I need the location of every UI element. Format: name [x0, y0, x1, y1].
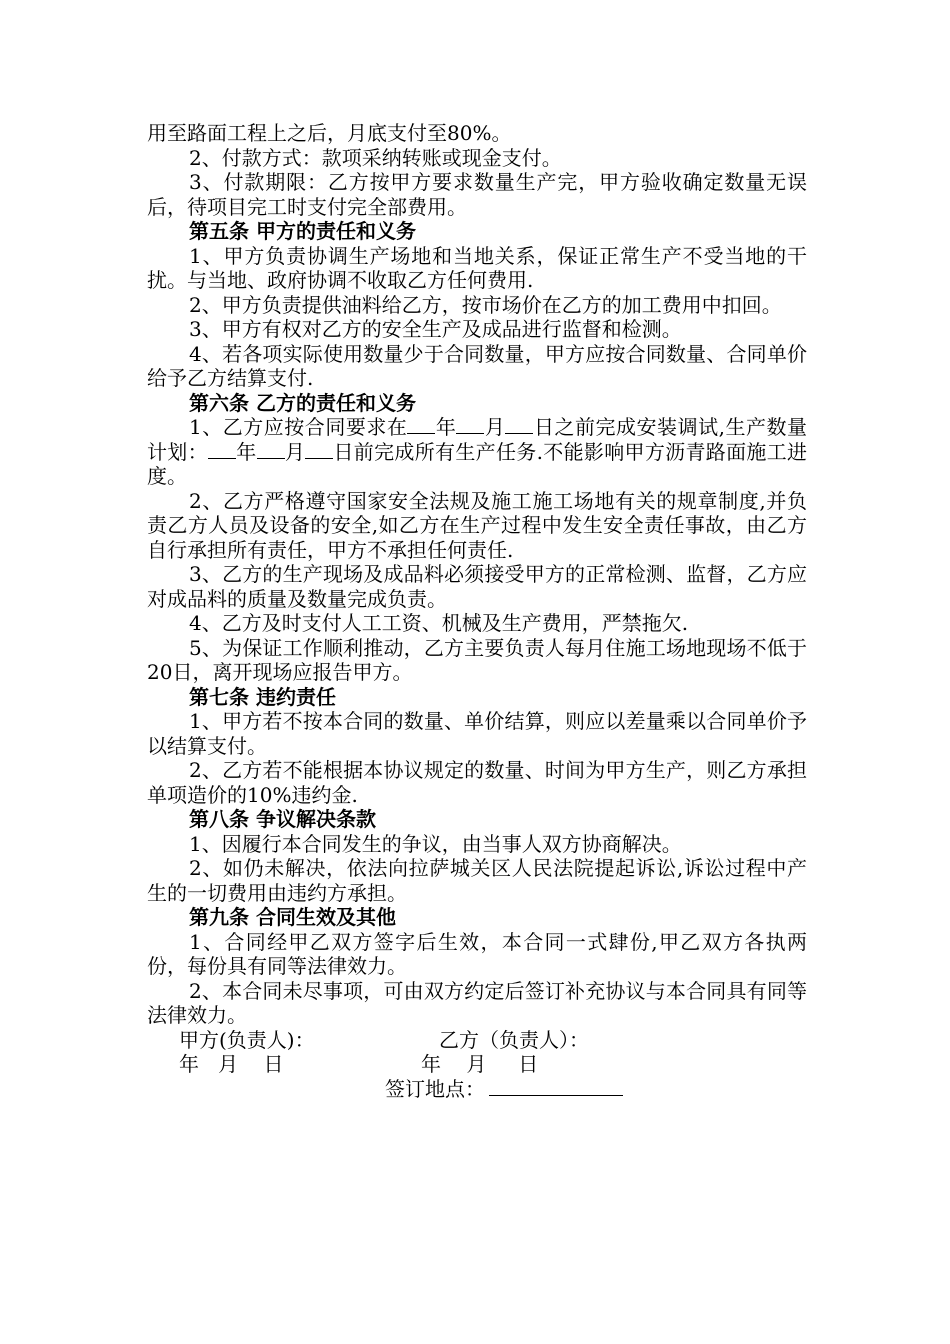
- section-8-heading: 第八条 争议解决条款: [189, 807, 376, 831]
- s8-item2: 2、如仍未解决，依法向拉萨城关区人民法院提起诉讼,诉讼过程中产生的一切费用由违约方承担。: [147, 856, 807, 905]
- signing-place-blank: [489, 1077, 623, 1096]
- section-6-heading: 第六条 乙方的责任和义务: [189, 390, 416, 415]
- contract-page: [147, 121, 807, 1103]
- blank-month-2: [257, 440, 285, 459]
- s6-item4: 4、乙方及时支付人工工资、机械及生产费用，严禁拖欠.: [189, 611, 689, 635]
- s6-item5: 5、为保证工作顺利推动，乙方主要负责人每月住施工场地现场不低于20日，离开现场应报告甲方。: [147, 635, 807, 684]
- s6-item1-text-4: 日之前完成安装调试,生产数量计划：: [147, 415, 808, 464]
- s9-item1: 1、合同经甲乙双方签字后生效，本合同一式肆份,甲乙双方各执两份，每份具有同等法律效力。: [147, 929, 807, 978]
- party-b-date: 年 月 日: [421, 1052, 539, 1076]
- s6-item2: 2、乙方严格遵守国家安全法规及施工施工场地有关的规章制度,并负责乙方人员及设备的安全,如乙方在生产过程中发生安全责任事故，由乙方自行承担所有责任，甲方不承担任何责任.: [147, 488, 807, 562]
- section-7-heading: 第七条 违约责任: [189, 684, 336, 709]
- signing-place: [385, 1077, 623, 1102]
- s6-item1-text-7: 日前完成所有生产任务.不能影响甲方沥青路面施工进度。: [147, 439, 808, 488]
- s6-item1-text-2: 年: [435, 415, 457, 439]
- s7-item1: 1、甲方若不按本合同的数量、单价结算，则应以差量乘以合同单价予以结算支付。: [147, 709, 807, 758]
- s6-item1-text-3: 月: [484, 415, 506, 439]
- blank-year: [407, 415, 435, 434]
- signature-row: [147, 1028, 807, 1053]
- s4-item3: 3、付款期限：乙方按甲方要求数量生产完，甲方验收确定数量无误后，待项目完工时支付完全部费用。: [147, 170, 807, 219]
- blank-year-2: [208, 440, 236, 459]
- s4-line1-cont: 用至路面工程上之后，月底支付至80%。: [147, 121, 512, 145]
- s5-item4: 4、若各项实际使用数量少于合同数量，甲方应按合同数量、合同单价给予乙方结算支付.: [147, 341, 807, 390]
- s9-item2: 2、本合同未尽事项，可由双方约定后签订补充协议与本合同具有同等法律效力。: [147, 978, 807, 1027]
- s8-item1: 1、因履行本合同发生的争议，由当事人双方协商解决。: [189, 831, 682, 856]
- s6-item1: [147, 415, 807, 489]
- s5-item2: 2、甲方负责提供油料给乙方，按市场价在乙方的加工费用中扣回。: [189, 292, 782, 317]
- s6-item1-text-5: 年: [235, 439, 257, 464]
- signing-place-row: [147, 1077, 807, 1103]
- signing-place-label: 签订地点：: [385, 1076, 485, 1101]
- blank-day: [505, 415, 533, 434]
- s4-item2: 2、付款方式：款项采纳转账或现金支付。: [189, 145, 562, 170]
- blank-month: [456, 415, 484, 434]
- s6-item1-text-1: 1、乙方应按合同要求在: [189, 415, 408, 439]
- party-a-label: 甲方(负责人)：: [179, 1027, 315, 1052]
- section-9-heading: 第九条 合同生效及其他: [189, 905, 396, 929]
- blank-day-2: [305, 440, 333, 459]
- section-5-heading: 第五条 甲方的责任和义务: [189, 219, 416, 243]
- s7-item2: 2、乙方若不能根据本协议规定的数量、时间为甲方生产，则乙方承担单项造价的10%违约金.: [147, 758, 807, 807]
- party-a-date: 年 月 日: [179, 1052, 284, 1076]
- s6-item1-text-6: 月: [284, 439, 306, 464]
- s6-item3: 3、乙方的生产现场及成品料必须接受甲方的正常检测、监督，乙方应对成品料的质量及数量完成负责。: [147, 562, 807, 611]
- party-b-label: 乙方（负责人）：: [439, 1027, 589, 1052]
- s5-item3: 3、甲方有权对乙方的安全生产及成品进行监督和检测。: [189, 317, 682, 341]
- s5-item1: 1、甲方负责协调生产场地和当地关系，保证正常生产不受当地的干扰。与当地、政府协调不收取乙方任何费用.: [147, 243, 807, 292]
- date-row: [147, 1052, 807, 1077]
